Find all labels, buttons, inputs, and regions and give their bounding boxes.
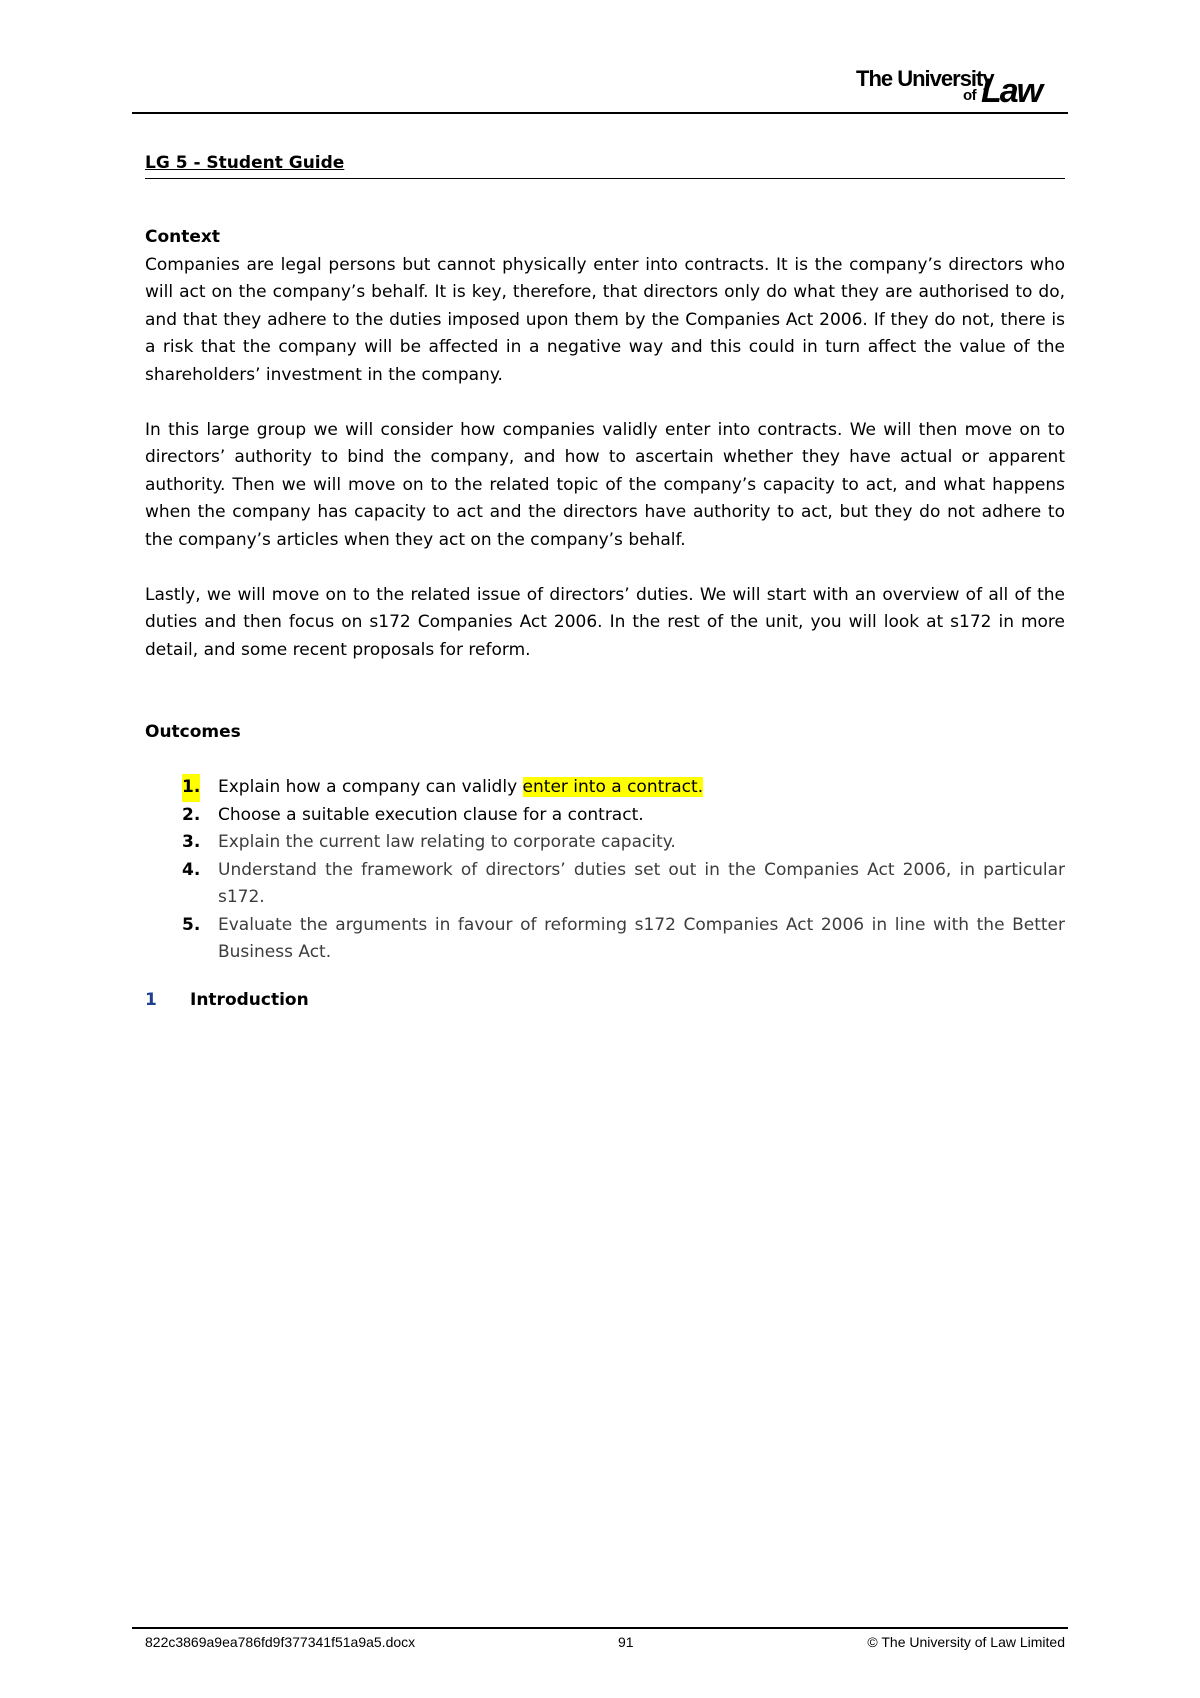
section-title: Introduction (190, 989, 309, 1010)
outcomes-list (145, 774, 1065, 967)
footer-divider (132, 1627, 1068, 1629)
outcome-text: Explain the current law relating to corporate capacity. (218, 832, 676, 852)
outcome-number: 3. (182, 832, 201, 852)
footer-copyright: © The University of Law Limited (867, 1634, 1065, 1650)
outcome-number: 1. (182, 774, 200, 802)
spacer (145, 554, 1065, 582)
footer-filename: 822c3869a9ea786fd9f377341f51a9a5.docx (145, 1634, 416, 1650)
outcome-item (145, 857, 1065, 912)
logo-law: Law (981, 72, 1042, 110)
context-heading: Context (145, 227, 221, 247)
context-paragraph-2: In this large group we will consider how companies validly enter into contracts. We will then move on to directors’ authority to bind the company, and how to ascertain whether they have actual or apparent authority. Then we will move on to the related topic of the company’s capacity to act, and what happens when the company has capacity to act and the directors have authority to act, but they do not adhere to the company’s articles when they act on the company’s behalf. (145, 419, 1065, 550)
page-title: LG 5 - Student Guide (145, 150, 1065, 179)
outcome-text: Explain how a company can validly (218, 777, 523, 797)
footer-page-number: 91 (618, 1634, 634, 1650)
spacer (145, 389, 1065, 417)
outcome-highlighted-text: enter into a contract. (522, 777, 704, 797)
spacer (145, 747, 1065, 775)
outcome-number: 2. (182, 804, 201, 825)
spacer (145, 664, 1065, 719)
document-body (145, 150, 1065, 1014)
page-footer (145, 1634, 1065, 1654)
context-paragraph-3: Lastly, we will move on to the related issue of directors’ duties. We will start with an overview of all of the duties and then focus on s172 Companies Act 2006. In the rest of the unit, you will look at s172 in more detail, and some recent proposals for reform. (145, 584, 1065, 660)
spacer (145, 179, 1065, 224)
university-of-law-logo (856, 64, 1066, 108)
logo-of: of (963, 87, 977, 104)
section-number: 1 (145, 989, 157, 1010)
outcome-text: Choose a suitable execution clause for a contract. (218, 804, 644, 825)
introduction-heading (145, 987, 1065, 1015)
logo-the-university: The University (856, 66, 994, 91)
outcome-number: 5. (182, 914, 201, 935)
header-divider (132, 112, 1068, 114)
outcome-text: Understand the framework of directors’ duties set out in the Companies Act 2006, in particular s172. (218, 859, 1065, 907)
outcome-item (145, 829, 1065, 857)
outcomes-heading: Outcomes (145, 722, 241, 742)
outcome-item (145, 774, 1065, 802)
outcome-text: Evaluate the arguments in favour of reforming s172 Companies Act 2006 in line with the Better Business Act. (218, 914, 1065, 962)
spacer (145, 967, 1065, 987)
outcome-item (145, 802, 1065, 830)
context-paragraph-1: Companies are legal persons but cannot physically enter into contracts. It is the company’s directors who will act on the company’s behalf. It is key, therefore, that directors only do what they are authorised to do, and that they adhere to the duties imposed upon them by the Companies Act 2006. If they do not, there is a risk that the company will be affected in a negative way and this could in turn affect the value of the shareholders’ investment in the company. (145, 254, 1065, 385)
outcome-number: 4. (182, 859, 201, 880)
outcome-item (145, 912, 1065, 967)
